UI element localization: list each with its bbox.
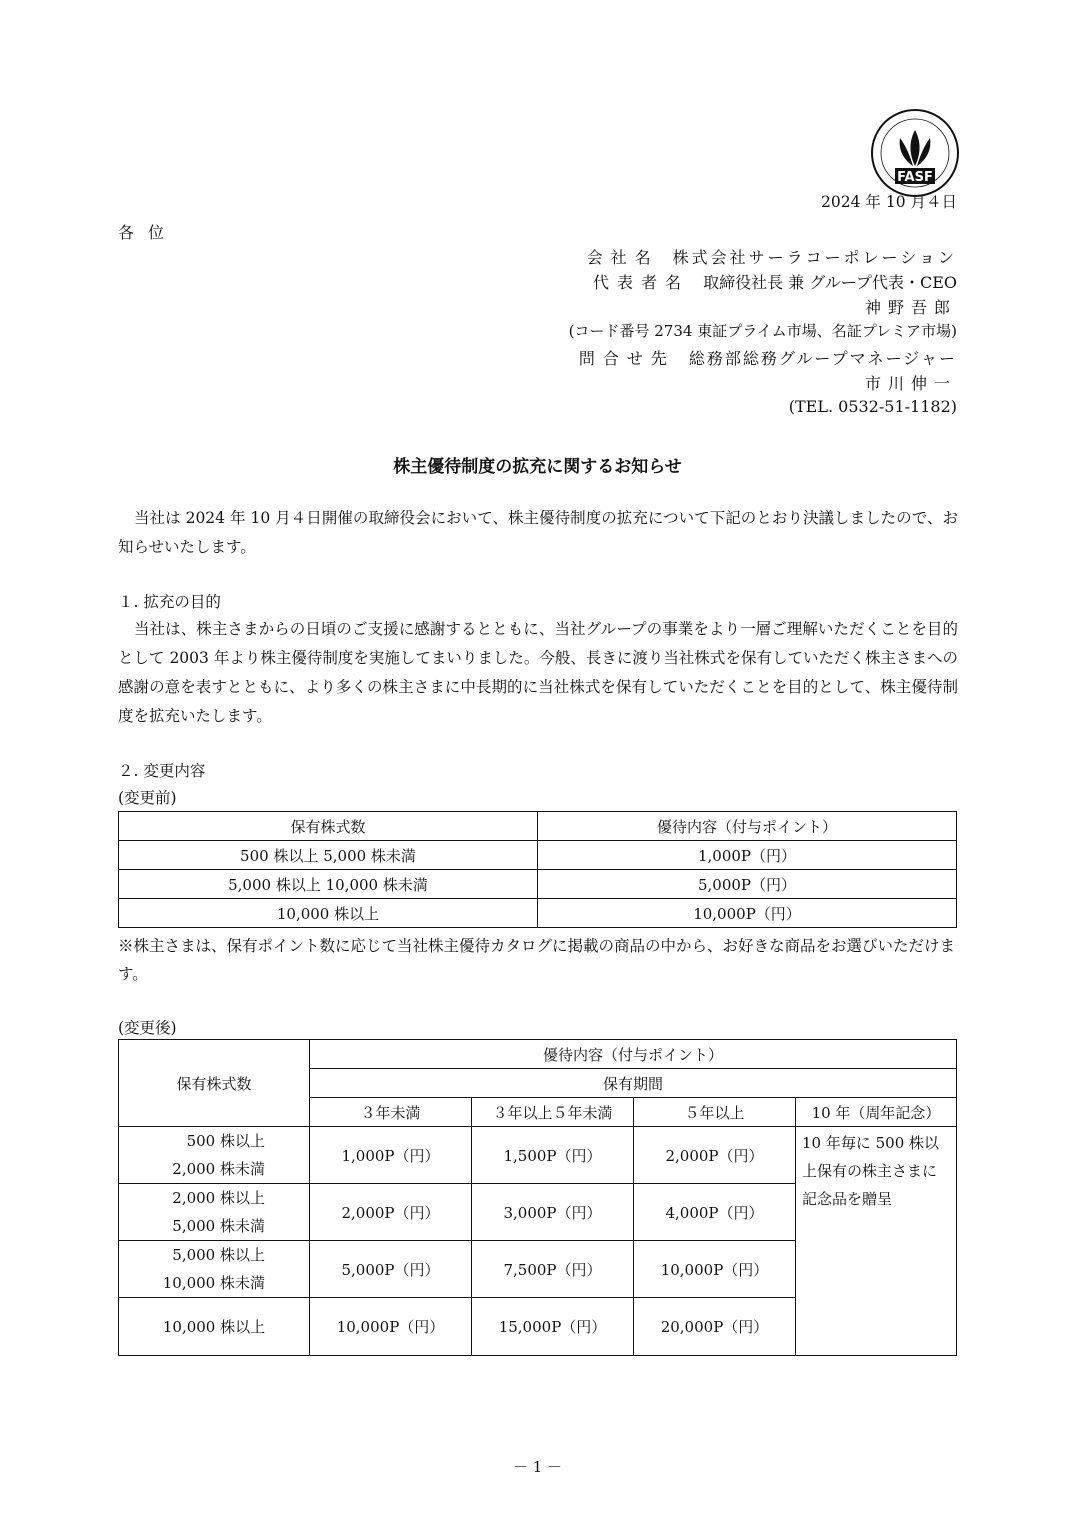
contact-name: 市川伸一 (864, 374, 957, 393)
table-cell: 1,500P（円） (472, 1127, 634, 1184)
fasf-logo-seal (870, 108, 960, 198)
table-cell: 3,000P（円） (472, 1184, 634, 1241)
table-cell: 7,500P（円） (472, 1241, 634, 1298)
table-cell: 4,000P（円） (634, 1184, 796, 1241)
shares-line: 500 株以上 (186, 1132, 265, 1150)
company-name: 株式会社サーラコーポレーション (672, 248, 957, 267)
shares-range-cell (119, 1241, 310, 1298)
before-table (118, 811, 957, 928)
stock-code-line: (コード番号 2734 東証プライム市場、名証プレミア市場) (568, 322, 957, 340)
contact-tel: (TEL. 0532-51-1182) (788, 397, 957, 416)
shares-line: 2,000 株以上 (172, 1189, 265, 1207)
company-label: 会社名 (586, 248, 659, 267)
page-number: － 1 － (512, 1458, 563, 1476)
before-label: (変更前) (118, 789, 177, 807)
table-header: 優待内容（付与ポイント） (538, 812, 957, 841)
document-date: 2024 年 10 月４日 (821, 193, 957, 211)
table-cell: 10,000 株以上 (119, 899, 538, 928)
table-cell: 5,000 株以上 10,000 株未満 (119, 870, 538, 899)
table-header: 優待内容（付与ポイント） (310, 1040, 957, 1069)
contact-label: 問合せ先 (578, 349, 675, 368)
table-header: 10 年（周年記念） (796, 1098, 957, 1127)
table-cell: 10,000P（円） (634, 1241, 796, 1298)
shares-line: 5,000 株以上 (172, 1246, 265, 1264)
issuer-rep-row (593, 270, 957, 293)
issuer-contact-row (579, 346, 957, 369)
table-row (119, 841, 957, 870)
anniversary-note-cell: 10 年毎に 500 株以上保有の株主さまに記念品を贈呈 (796, 1127, 957, 1356)
rep-name: 神野吾郎 (864, 298, 957, 317)
table-header: ３年以上５年未満 (472, 1098, 634, 1127)
table-header: ３年未満 (310, 1098, 472, 1127)
table-cell: 2,000P（円） (310, 1184, 472, 1241)
footnote: ※株主さまは、保有ポイント数に応じて当社株主優待カタログに掲載の商品の中から、お好きな商品をお選びいただけます。 (118, 937, 956, 983)
table-cell: 1,000P（円） (310, 1127, 472, 1184)
rep-title: 取締役社長 兼 グループ代表・CEO (703, 273, 957, 292)
section1-body: 当社は、株主さまからの日頃のご支援に感謝するとともに、当社グループの事業をより一層ご理解いただくことを目的として 2003 年より株主優待制度を実施してまいりました。今般、長きに渡り当社株式を保有していただく株主さまへの感謝の意を表すとともに、より多くの株主さまに中長期的に当社株式を保有していただくことを目的として、株主優待制度を拡充いたします。 (118, 620, 958, 725)
page-title: 株主優待制度の拡充に関するお知らせ (393, 457, 682, 477)
shares-line: 2,000 株未満 (172, 1160, 265, 1178)
section2-heading: ２. 変更内容 (118, 762, 206, 780)
table-cell: 500 株以上 5,000 株未満 (119, 841, 538, 870)
table-cell: 5,000P（円） (310, 1241, 472, 1298)
table-header-row (119, 812, 957, 841)
section1-heading: １. 拡充の目的 (118, 593, 221, 611)
table-cell: 5,000P（円） (538, 870, 957, 899)
table-cell: 10,000P（円） (310, 1298, 472, 1356)
table-cell: 10,000P（円） (538, 899, 957, 928)
table-cell: 2,000P（円） (634, 1127, 796, 1184)
intro-paragraph: 当社は 2024 年 10 月４日開催の取締役会において、株主優待制度の拡充について下記のとおり決議しましたので、お知らせいたします。 (118, 509, 958, 556)
contact-dept: 総務部総務グループマネージャー (688, 349, 957, 368)
shares-range-cell (119, 1184, 310, 1241)
table-header-row (119, 1040, 957, 1069)
table-header: 保有株式数 (119, 812, 538, 841)
table-row (119, 1127, 957, 1184)
table-cell: 1,000P（円） (538, 841, 957, 870)
svg-text:FASF: FASF (897, 170, 933, 185)
table-header: 保有株式数 (119, 1040, 310, 1127)
addressee: 各位 (118, 223, 179, 242)
table-row (119, 870, 957, 899)
table-header: ５年以上 (634, 1098, 796, 1127)
table-header: 保有期間 (310, 1069, 957, 1098)
shares-range-cell (119, 1127, 310, 1184)
table-row (119, 899, 957, 928)
shares-range-cell: 10,000 株以上 (119, 1298, 310, 1356)
shares-line: 5,000 株未満 (172, 1217, 265, 1235)
after-table (118, 1039, 957, 1356)
table-cell: 15,000P（円） (472, 1298, 634, 1356)
issuer-company-row (587, 245, 957, 268)
shares-line: 10,000 株未満 (162, 1274, 265, 1292)
after-label: (変更後) (118, 1019, 177, 1037)
rep-label: 代表者名 (593, 273, 690, 292)
table-cell: 20,000P（円） (634, 1298, 796, 1356)
